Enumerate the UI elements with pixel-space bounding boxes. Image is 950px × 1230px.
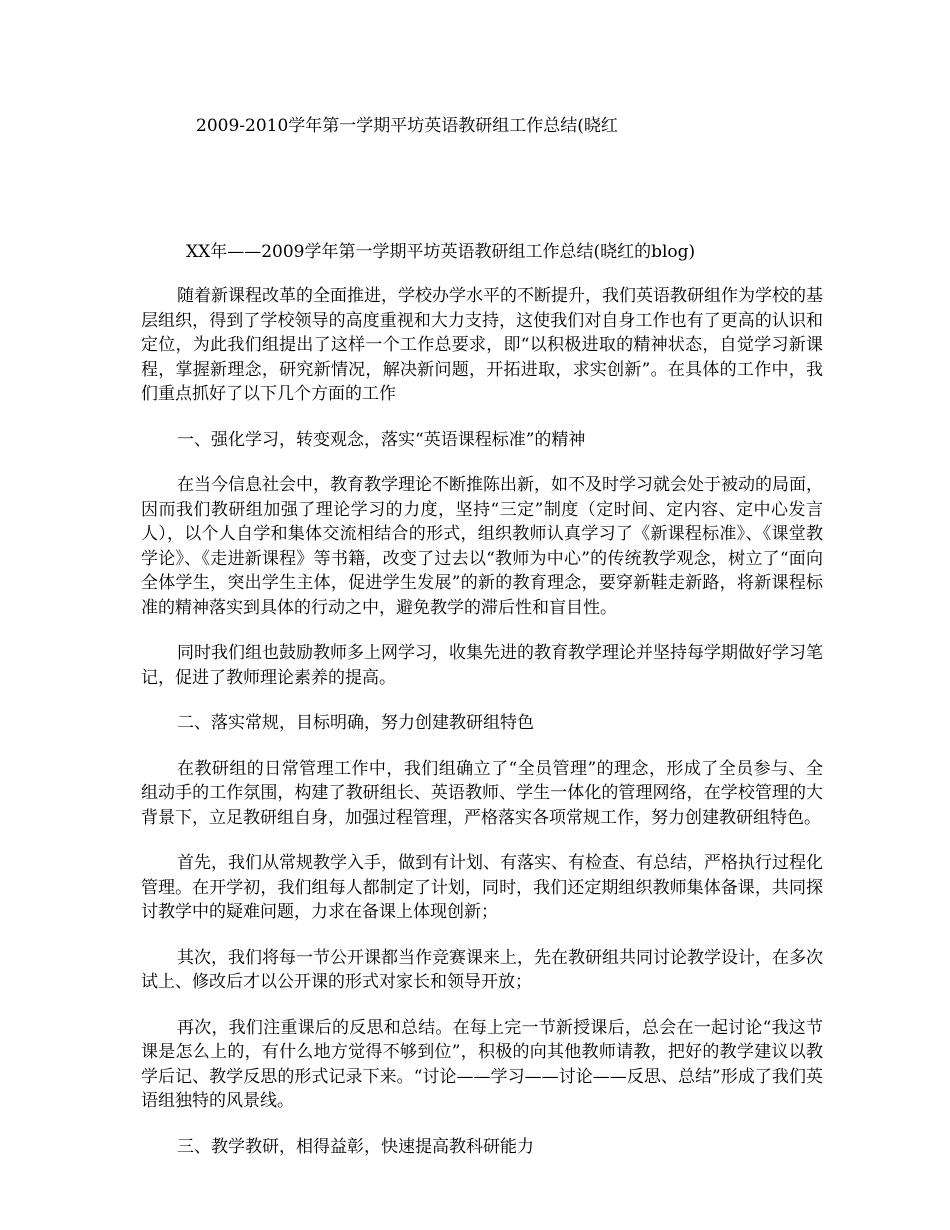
paragraph-second: 其次，我们将每一节公开课都当作竞赛课来上，先在教研组共同讨论教学设计，在多次试上、修改后才以公开课的形式对家长和领导开放； <box>141 947 823 992</box>
section-heading-3: 三、教学教研，相得益彰，快速提高教科研能力 <box>177 1136 534 1157</box>
paragraph-theory-study: 在当今信息社会中，教育教学理论不断推陈出新，如不及时学习就会处于被动的局面，因而我们教研组加强了理论学习的力度，坚持“三定”制度（定时间、定内容、定中心发言人），以个人自学和集体交流相结合的形式，组织教师认真学习了《新课程标准》、《课堂教学论》、《走进新课程》等书籍，改变了过去以“教师为中心”的传统教学观念，树立了“面向全体学生，突出学生主体，促进学生发展”的新的教育理念，要穿新鞋走新路，将新课程标准的精神落实到具体的行动之中，避免教学的滞后性和盲目性。 <box>141 475 823 618</box>
document-body <box>141 240 823 1180</box>
document-subtitle: XX年——2009学年第一学期平坊英语教研组工作总结(晓红的blog) <box>186 242 696 262</box>
paragraph-third: 再次，我们注重课后的反思和总结。在每上完一节新授课后，总会在一起讨论“我这节课是怎么上的，有什么地方觉得不够到位”，积极的向其他教师请教，把好的教学建议以教学后记、教学反思的形式记录下来。“讨论——学习——讨论——反思、总结”形成了我们英语组独特的风景线。 <box>141 1017 823 1111</box>
document-title: 2009-2010学年第一学期平坊英语教研组工作总结(晓红 <box>196 116 618 136</box>
paragraph-intro: 随着新课程改革的全面推进，学校办学水平的不断提升，我们英语教研组作为学校的基层组织，得到了学校领导的高度重视和大力支持，这使我们对自身工作也有了更高的认识和定位，为此我们组提出了这样一个工作总要求，即“以积极进取的精神状态，自觉学习新课程，掌握新理念，研究新情况，解决新问题，开拓进取，求实创新”。在具体的工作中，我们重点抓好了以下几个方面的工作 <box>141 286 823 404</box>
paragraph-management: 在教研组的日常管理工作中，我们组确立了“全员管理”的理念，形成了全员参与、全组动手的工作氛围，构建了教研组长、英语教师、学生一体化的管理网络，在学校管理的大背景下，立足教研组自身，加强过程管理，严格落实各项常规工作，努力创建教研组特色。 <box>141 758 823 828</box>
paragraph-first: 首先，我们从常规教学入手，做到有计划、有落实、有检查、有总结，严格执行过程化管理。在开学初，我们组每人都制定了计划，同时，我们还定期组织教师集体备课，共同探讨教学中的疑难问题，力求在备课上体现创新； <box>141 853 823 922</box>
section-heading-1: 一、强化学习，转变观念，落实“英语课程标准”的精神 <box>177 429 586 450</box>
paragraph-online-study: 同时我们组也鼓励教师多上网学习，收集先进的教育教学理论并坚持每学期做好学习笔记，促进了教师理论素养的提高。 <box>141 643 823 688</box>
section-heading-2: 二、落实常规，目标明确，努力创建教研组特色 <box>177 713 534 733</box>
